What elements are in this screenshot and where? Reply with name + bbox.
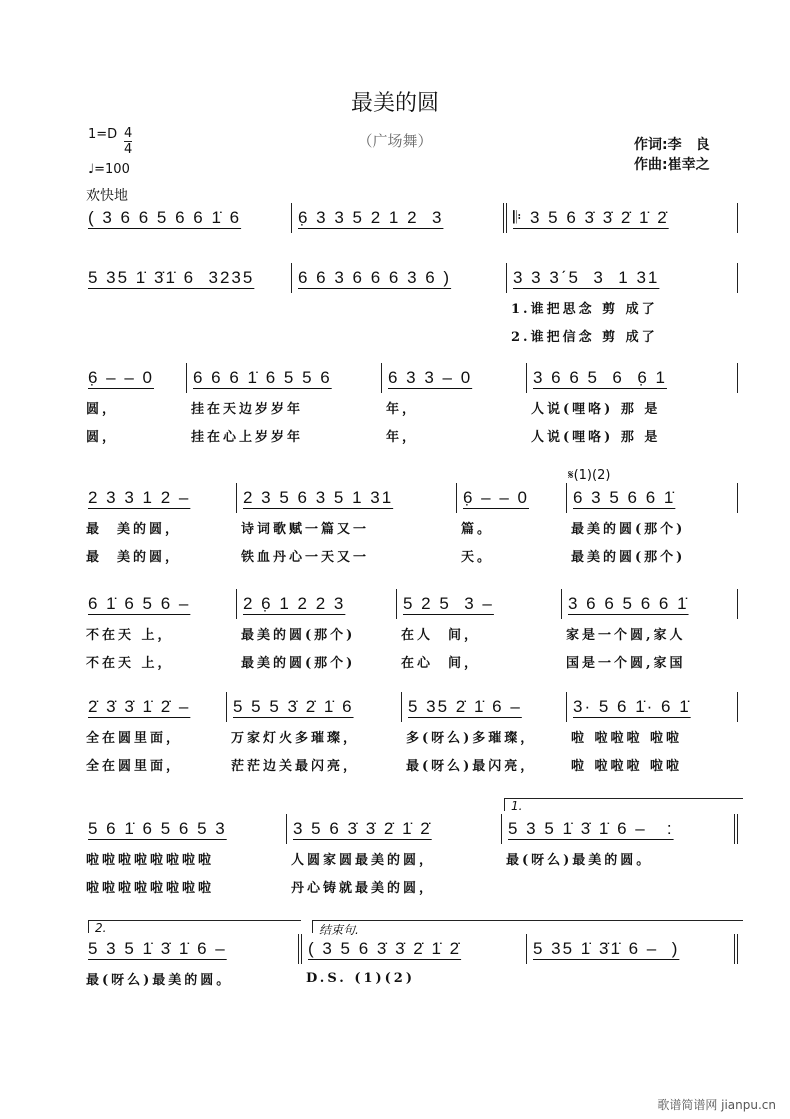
notation-row [82,814,738,844]
lyric-segment: 在心 间， [401,655,481,671]
notation-row [82,363,738,393]
lyrics-verse-2 [82,750,738,778]
notation-row [82,203,738,233]
lyric-segment: 最美的圆(那个) [571,549,686,565]
lyrics-verse-1 [82,964,738,992]
lyric-segment: 人说(哩咯) 那 是 [531,401,661,417]
lyrics-verse-1 [82,293,738,321]
lyric-segment: 挂在天边岁岁年 [191,401,304,417]
lyric-segment: 啦啦啦啦啦啦啦啦 [86,852,215,868]
notation-row [82,589,738,619]
lyric-segment: 最(呀么)最美的圆。 [86,972,233,988]
key-signature: 1=D [88,127,118,142]
time-top: 4 [124,126,133,141]
measure: 6̣ – – 0 [82,363,187,393]
system-5 [82,589,738,675]
coda-ending-bracket: 结束句. [312,920,743,933]
lyric-segment: 2.谁把信念 剪 成了 [511,329,658,345]
lyrics-verse-1 [82,722,738,750]
system-7 [82,814,738,900]
lyric-segment: 最 美的圆， [86,549,182,565]
measure: 5 2 5 3 – [397,589,562,619]
lyric-segment: 年， [386,401,419,417]
notation-row [82,263,738,293]
lyric-segment: 最美的圆(那个) [241,627,356,643]
measure: 2̇ 3̇ 3̇ 1̇ 2̇ – [82,692,227,722]
measure: 3· 5 6 1̇· 6 1̇ [567,692,738,722]
time-signature [124,126,132,157]
credits [634,135,710,175]
measure: 6̣ 3 3 5 2 1 2 3 [292,203,507,233]
lyric-segment: 国是一个圆,家国 [566,655,686,671]
measure: 5 35 1̇ 3̇1̇ 6 – ) [527,934,738,964]
lyric-segment: 不在天 上， [86,627,174,643]
lyrics-verse-2 [82,421,738,449]
measure: 6 3 3 – 0 [382,363,527,393]
lyric-segment: 多(呀么)多璀璨， [406,730,537,746]
system-4 [82,483,738,569]
expression-mark: 欢快地 [86,188,128,204]
time-bottom: 4 [124,142,133,157]
lyric-segment: 圆， [86,429,119,445]
lyric-segment: 圆， [86,401,119,417]
lyric-segment: 全在圆里面， [86,730,183,746]
measure: 5 5 5 3̇ 2̇ 1̇ 6 [227,692,402,722]
system-2 [82,263,738,349]
lyrics-verse-2 [82,541,738,569]
system-8 [82,934,738,992]
measure: 2 3 3 1 2 – [82,483,237,513]
measure: 2 6̣ 1 2 2 3 [237,589,397,619]
measure: 6 6 6 1̇ 6 5 5 6 [187,363,382,393]
lyric-segment: 人圆家圆最美的圆， [291,852,436,868]
lyrics-verse-1 [82,619,738,647]
measure: 3 5 6 3̇ 3̇ 2̇ 1̇ 2̇ [287,814,502,844]
notation-row [82,692,738,722]
system-3 [82,363,738,449]
measure: 5 6 1̇ 6 5 6 5 3 [82,814,287,844]
lyric-segment: 人说(哩咯) 那 是 [531,429,661,445]
lyric-segment: 最美的圆(那个) [241,655,356,671]
measure: ( 3 5 6 3̇ 3̇ 2̇ 1̇ 2̇ [302,934,527,964]
tempo-mark: ♩=100 [88,162,130,177]
system-6 [82,692,738,778]
lyric-segment: 挂在心上岁岁年 [191,429,304,445]
lyric-segment: 铁血丹心一天又一 [241,549,370,565]
song-title: 最美的圆 [350,91,439,116]
measure: ( 3 6 6 5 6 6 1̇ 6 [82,203,292,233]
system-1 [82,203,738,233]
measure: 5 35 1̇ 3̇1̇ 6 3235 [82,263,292,293]
measure: 6 1̇ 6 5 6 – [82,589,237,619]
lyric-segment: 在人 间， [401,627,481,643]
lyrics-verse-2 [82,321,738,349]
lyric-segment: 最美的圆(那个) [571,521,686,537]
notation-row [82,483,738,513]
measure: 3 6 6 5 6 6̣ 1 [527,363,738,393]
lyric-segment: 诗词歌赋一篇又一 [241,521,370,537]
lyrics-verse-1 [82,393,738,421]
lyric-segment: D.S. (1)(2) [306,970,416,986]
lyrics-verse-2 [82,872,738,900]
segno-mark: 𝄋(1)(2) [568,468,611,483]
measure: 5 3 5 1̇ 3̇ 1̇ 6 – [82,934,302,964]
measure: 6 6 3 6 6 6 3 6 ) [292,263,507,293]
lyric-segment: 万家灯火多璀璨， [231,730,360,746]
measure: 𝄆 3 5 6 3̇ 3̇ 2̇ 1̇ 2̇ [507,203,738,233]
measure: 3 6 6 5 6 6 1̇ [562,589,738,619]
measure: 2 3 5 6 3 5 1 31 [237,483,457,513]
subtitle: （广场舞） [357,132,433,150]
lyric-segment: 茫茫边关最闪亮， [231,758,360,774]
watermark: 歌谱简谱网 jianpu.cn [657,1098,776,1112]
lyric-segment: 啦啦啦啦啦啦啦啦 [86,880,215,896]
lyric-segment: 天。 [461,549,494,565]
lyric-segment: 全在圆里面， [86,758,183,774]
lyric-segment: 最(呀么)最美的圆。 [506,852,653,868]
measure: 5 35 2̇ 1̇ 6 – [402,692,567,722]
first-ending-bracket: 1. [504,798,743,811]
lyric-segment: 篇。 [461,521,494,537]
lyric-segment: 啦 啦啦啦 啦啦 [571,730,683,746]
second-ending-bracket: 2. [88,920,301,933]
measure: 5 3 5 1̇ 3̇ 1̇ 6 – : [502,814,738,844]
lyric-segment: 最 美的圆， [86,521,182,537]
lyric-segment: 丹心铸就最美的圆， [291,880,436,896]
lyric-segment: 最(呀么)最闪亮， [406,758,537,774]
lyrics-verse-1 [82,844,738,872]
lyric-segment: 年， [386,429,419,445]
lyrics-verse-2 [82,647,738,675]
lyric-segment: 家是一个圆,家人 [566,627,686,643]
lyricist: 作词:李 良 [634,137,710,153]
lyrics-verse-1 [82,513,738,541]
measure: 6̣ – – 0 [457,483,567,513]
lyric-segment: 啦 啦啦啦 啦啦 [571,758,683,774]
lyric-segment: 1.谁把思念 剪 成了 [511,301,658,317]
composer: 作曲:崔幸之 [634,157,710,173]
lyric-segment: 不在天 上， [86,655,174,671]
measure: 3 3 3ˊ5 3 1 31 [507,263,738,293]
notation-row [82,934,738,964]
measure: 6 3 5 6 6 1̇ [567,483,738,513]
